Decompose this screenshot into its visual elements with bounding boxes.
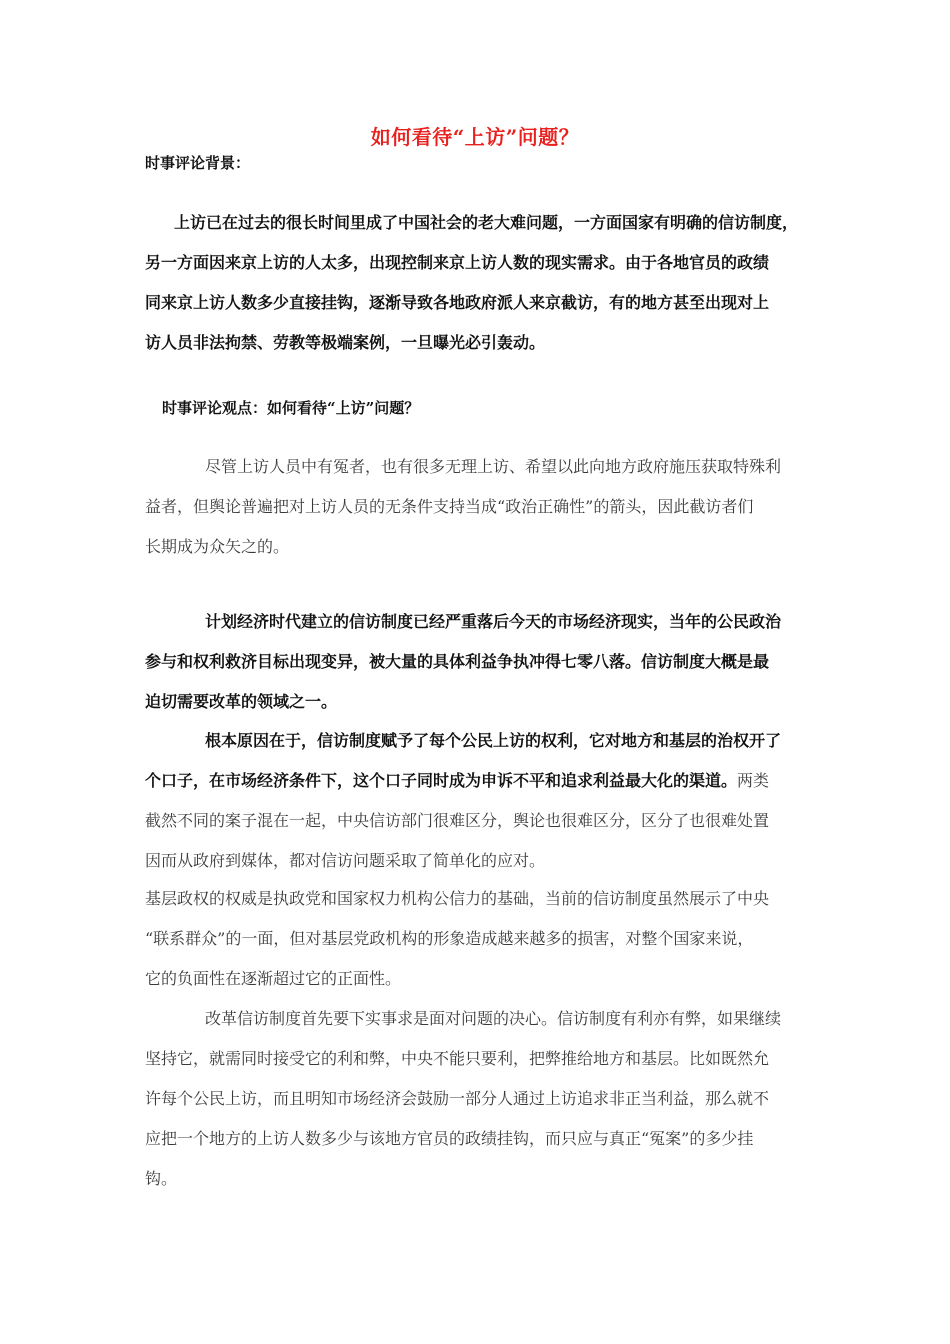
background-line: 访人员非法拘禁、劳教等极端案例，一旦曝光必引轰动。 [145, 333, 546, 352]
paragraph-line: 钩。 [145, 1169, 178, 1188]
bold-segment: 个口子，在市场经济条件下，这个口子同时成为申诉不平和追求利益最大化的渠道。 [145, 771, 738, 790]
paragraph-line: 基层政权的权威是执政党和国家权力机构公信力的基础，当前的信访制度虽然展示了中央 [145, 889, 770, 908]
paragraph-line: 计划经济时代建立的信访制度已经严重落后今天的市场经济现实，当年的公民政治 [205, 612, 782, 631]
background-paragraph [145, 203, 807, 363]
paragraph-line [145, 761, 807, 801]
paragraph-line: “联系群众”的一面，但对基层党政机构的形象造成越来越多的损害，对整个国家来说， [145, 929, 754, 948]
paragraph-3 [145, 721, 807, 881]
paragraph-line: 长期成为众矢之的。 [145, 537, 290, 556]
background-heading: 时事评论背景： [145, 154, 251, 172]
paragraph-line: 截然不同的案子混在一起，中央信访部门很难区分，舆论也很难区分，区分了也很难处置 [145, 811, 770, 830]
paragraph-4 [145, 879, 807, 999]
paragraph-line: 益者，但舆论普遍把对上访人员的无条件支持当成“政治正确性”的箭头，因此截访者们 [145, 497, 754, 516]
background-line: 同来京上访人数多少直接挂钩，逐渐导致各地政府派人来京截访，有的地方甚至出现对上 [145, 293, 770, 312]
viewpoint-heading: 时事评论观点：如何看待“上访”问题？ [162, 399, 420, 417]
paragraph-line: 根本原因在于，信访制度赋予了每个公民上访的权利，它对地方和基层的治权开了 [205, 731, 782, 750]
paragraph-line: 它的负面性在逐渐超过它的正面性。 [145, 969, 402, 988]
document-title: 如何看待“上访”问题？ [370, 125, 580, 149]
paragraph-line: 应把一个地方的上访人数多少与该地方官员的政绩挂钩，而只应与真正“冤案”的多少挂 [145, 1129, 754, 1148]
paragraph-line: 改革信访制度首先要下实事求是面对问题的决心。信访制度有利亦有弊，如果继续 [205, 1009, 782, 1028]
background-line: 另一方面因来京上访的人太多，出现控制来京上访人数的现实需求。由于各地官员的政绩 [145, 253, 770, 272]
paragraph-line: 许每个公民上访，而且明知市场经济会鼓励一部分人通过上访追求非正当利益，那么就不 [145, 1089, 770, 1108]
paragraph-line: 尽管上访人员中有冤者，也有很多无理上访、希望以此向地方政府施压获取特殊利 [205, 457, 782, 476]
paragraph-5 [145, 999, 807, 1199]
background-line: 上访已在过去的很长时间里成了中国社会的老大难问题，一方面国家有明确的信访制度， [174, 213, 799, 232]
paragraph-line: 因而从政府到媒体，都对信访问题采取了简单化的应对。 [145, 851, 546, 870]
normal-segment: 两类 [737, 771, 770, 790]
paragraph-line: 迫切需要改革的领域之一。 [145, 692, 338, 711]
paragraph-line: 参与和权利救济目标出现变异，被大量的具体利益争执冲得七零八落。信访制度大概是最 [145, 652, 770, 671]
paragraph-line: 坚持它，就需同时接受它的利和弊，中央不能只要利，把弊推给地方和基层。比如既然允 [145, 1049, 770, 1068]
paragraph-2 [145, 602, 807, 722]
paragraph-1 [145, 447, 807, 567]
